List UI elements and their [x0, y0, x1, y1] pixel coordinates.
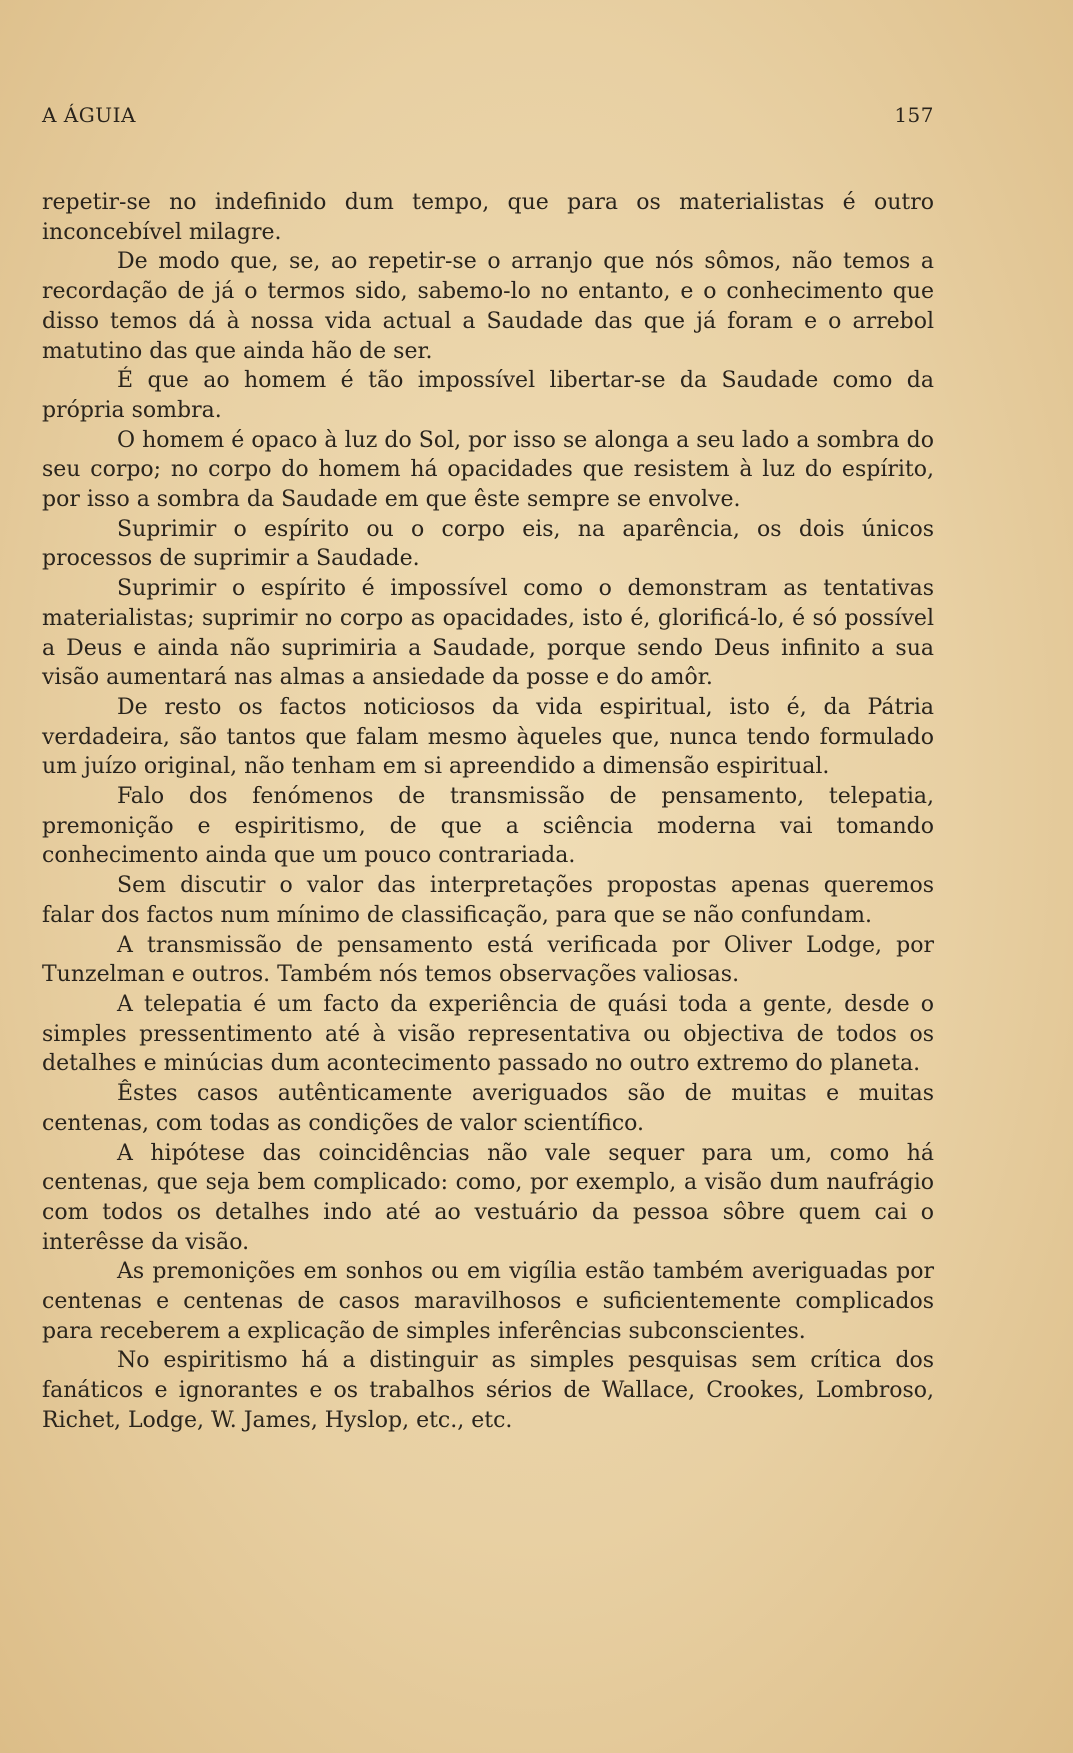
- paragraph: repetir-se no indefinido dum tempo, que para os materialistas é outro inconcebível milagre.: [42, 190, 934, 245]
- body-text: [42, 188, 934, 1436]
- paragraph: De modo que, se, ao repetir-se o arranjo que nós sômos, não temos a recordação de já o termos sido, sabemo-lo no entanto, e o conhecimento que disso temos dá à nossa vida actual a Saudade das que já foram e o arrebol matutino das que ainda hão de ser.: [42, 249, 934, 364]
- paragraph: A hipótese das coincidências não vale sequer para um, como há centenas, que seja bem complicado: como, por exemplo, a visão dum naufrágio com todos os detalhes indo até ao vestuário da pessoa sôbre quem cai o interêsse da visão.: [42, 1140, 934, 1255]
- paragraph: No espiritismo há a distinguir as simples pesquisas sem crítica dos fanáticos e ignorantes e os trabalhos sérios de Wallace, Crookes, Lombroso, Richet, Lodge, W. James, Hyslop, etc., etc.: [42, 1348, 934, 1433]
- running-head: [42, 103, 934, 131]
- paragraph: A transmissão de pensamento está verificada por Oliver Lodge, por Tunzelman e outros. Também nós temos observações valiosas.: [42, 932, 934, 988]
- paragraph: Suprimir o espírito é impossível como o demonstram as tentativas materialistas; suprimir no corpo as opacidades, isto é, glorificá-lo, é só possível a Deus e ainda não suprimiria a Saudade, porque sendo Deus infinito a sua visão aumentará nas almas a ansiedade da posse e do amôr.: [42, 576, 934, 691]
- paragraph: Falo dos fenómenos de transmissão de pensamento, telepatia, premonição e espiritismo, de que a sciência moderna vai tomando conhecimento ainda que um pouco contrariada.: [42, 784, 934, 869]
- paragraph: Suprimir o espírito ou o corpo eis, na aparência, os dois únicos processos de suprimir a Saudade.: [42, 516, 934, 572]
- paragraph: De resto os factos noticiosos da vida espiritual, isto é, da Pátria verdadeira, são tantos que falam mesmo àqueles que, nunca tendo formulado um juízo original, não tenham em si apreendido a dimensão espiritual.: [42, 694, 934, 780]
- paragraph: A telepatia é um facto da experiência de quási toda a gente, desde o simples pressentimento até à visão representativa ou objectiva de todos os detalhes e minúcias dum acontecimento passado no outro extremo do planeta.: [42, 991, 934, 1077]
- paragraph: O homem é opaco à luz do Sol, por isso se alonga a seu lado a sombra do seu corpo; no corpo do homem há opacidades que resistem à luz do espírito, por isso a sombra da Saudade em que êste sempre se envolve.: [42, 427, 934, 513]
- paragraph: Êstes casos autênticamente averiguados são de muitas e muitas centenas, com todas as condições de valor scientífico.: [42, 1081, 934, 1136]
- paragraph: Sem discutir o valor das interpretações propostas apenas queremos falar dos factos num mínimo de classificação, para que se não confundam.: [42, 873, 934, 928]
- paragraph: É que ao homem é tão impossível libertar-se da Saudade como da própria sombra.: [42, 368, 934, 423]
- journal-title: A ÁGUIA: [42, 103, 136, 127]
- page-number: 157: [894, 103, 934, 127]
- paragraph: As premonições em sonhos ou em vigília estão também averiguadas por centenas e centenas de casos maravilhosos e suficientemente complicados para receberem a explicação de simples inferências subconscientes.: [42, 1259, 934, 1344]
